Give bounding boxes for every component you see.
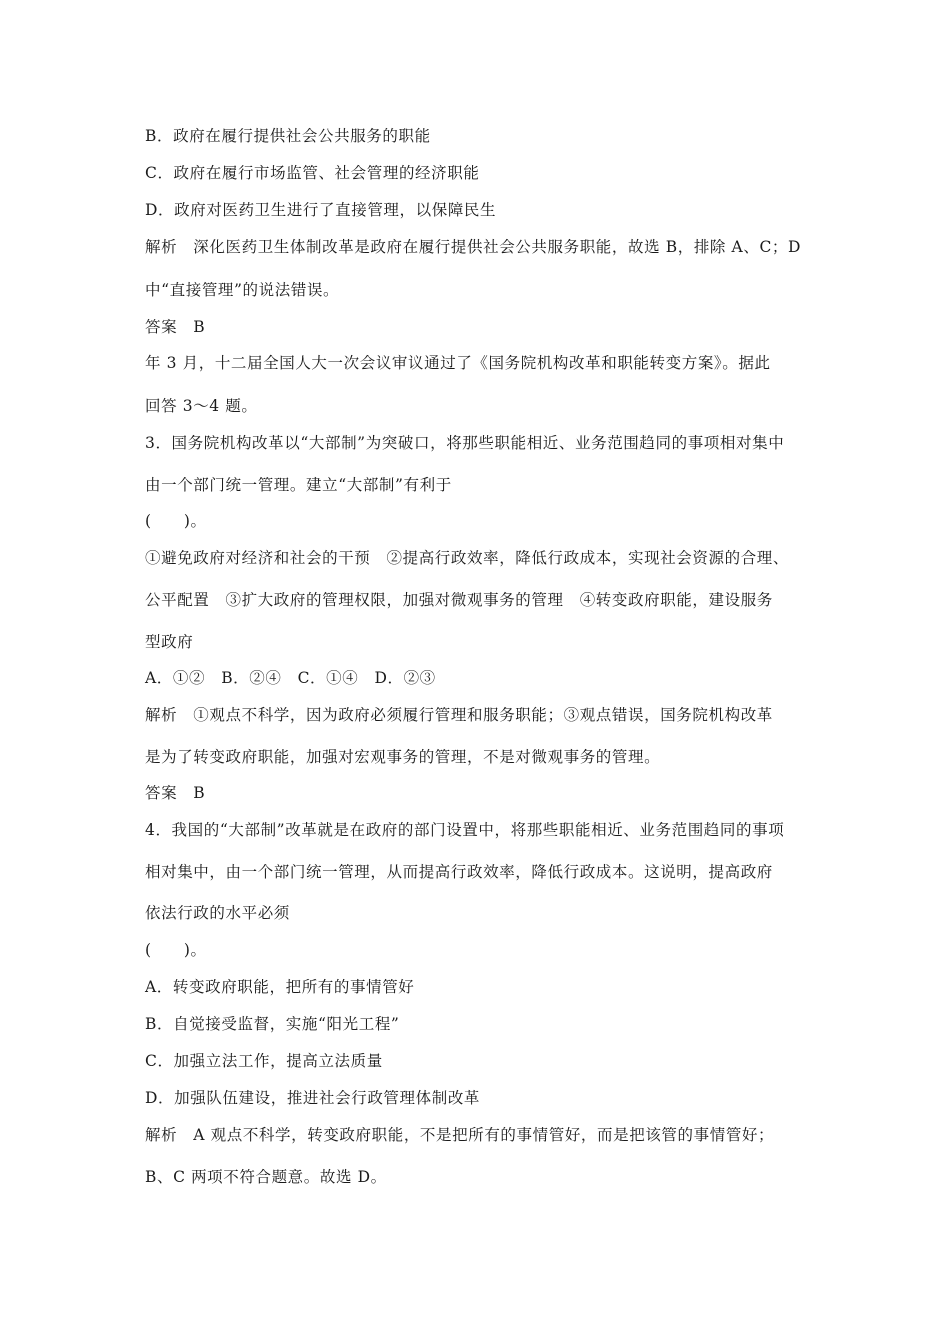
analysis-q3-line1: 解析 ①观点不科学，因为政府必须履行管理和服务职能；③观点错误，国务院机构改革 xyxy=(145,706,773,724)
question-3-items-line2: 公平配置 ③扩大政府的管理权限，加强对微观事务的管理 ④转变政府职能，建设服务 xyxy=(145,591,773,609)
question-4-line1: 4．我国的“大部制”改革就是在政府的部门设置中，将那些职能相近、业务范围趋同的事项 xyxy=(145,821,785,839)
passage-line2: 回答 3～4 题。 xyxy=(145,397,258,415)
analysis-q4-line2: B、C 两项不符合题意。故选 D。 xyxy=(145,1168,387,1186)
option-d-q4: D．加强队伍建设，推进社会行政管理体制改革 xyxy=(145,1089,481,1107)
question-4-line3: 依法行政的水平必须 xyxy=(145,904,290,922)
option-c-q2: C．政府在履行市场监管、社会管理的经济职能 xyxy=(145,164,480,182)
question-3-line2: 由一个部门统一管理。建立“大部制”有利于 xyxy=(145,476,452,494)
option-c-q4: C．加强立法工作，提高立法质量 xyxy=(145,1052,383,1070)
analysis-q2-line1: 解析 深化医药卫生体制改革是政府在履行提供社会公共服务职能，故选 B，排除 A、C；D xyxy=(145,238,802,256)
question-4-line2: 相对集中，由一个部门统一管理，从而提高行政效率，降低行政成本。这说明，提高政府 xyxy=(145,863,773,881)
option-b-q4: B．自觉接受监督，实施“阳光工程” xyxy=(145,1015,400,1033)
question-3-blank: ( )。 xyxy=(145,512,207,530)
analysis-q2-line2: 中“直接管理”的说法错误。 xyxy=(145,281,340,299)
question-3-options: A．①② B．②④ C．①④ D．②③ xyxy=(145,669,436,687)
answer-q3: 答案 B xyxy=(145,784,206,802)
analysis-q4-line1: 解析 A 观点不科学，转变政府职能，不是把所有的事情管好，而是把该管的事情管好； xyxy=(145,1126,775,1144)
question-3-line1: 3．国务院机构改革以“大部制”为突破口，将那些职能相近、业务范围趋同的事项相对集中 xyxy=(145,434,785,452)
analysis-q3-line2: 是为了转变政府职能，加强对宏观事务的管理，不是对微观事务的管理。 xyxy=(145,748,661,766)
question-3-items-line3: 型政府 xyxy=(145,633,194,651)
answer-q2: 答案 B xyxy=(145,318,206,336)
question-3-items-line1: ①避免政府对经济和社会的干预 ②提高行政效率，降低行政成本，实现社会资源的合理、 xyxy=(145,549,790,567)
option-a-q4: A．转变政府职能，把所有的事情管好 xyxy=(145,978,415,996)
option-b-q2: B．政府在履行提供社会公共服务的职能 xyxy=(145,127,431,145)
question-4-blank: ( )。 xyxy=(145,941,207,959)
option-d-q2: D．政府对医药卫生进行了直接管理，以保障民生 xyxy=(145,201,497,219)
passage-line1: 年 3 月，十二届全国人大一次会议审议通过了《国务院机构改革和职能转变方案》。据此 xyxy=(145,354,771,372)
